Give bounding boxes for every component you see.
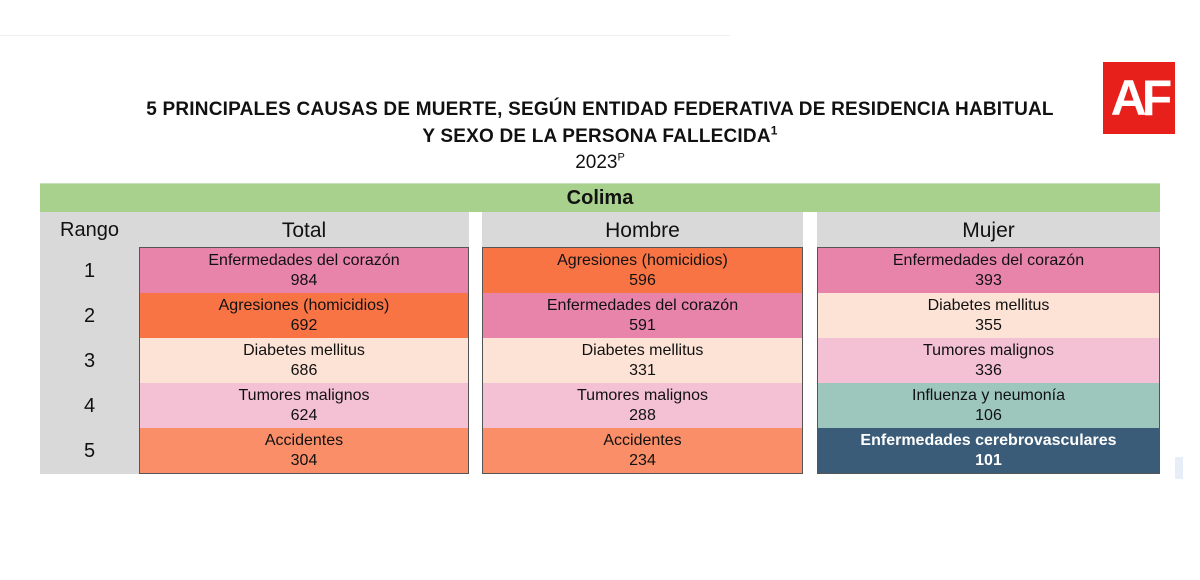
- cause-count: 336: [975, 362, 1002, 379]
- cause-name: Enfermedades del corazón: [546, 297, 739, 314]
- cause-cell: [818, 338, 1159, 383]
- title-line-2-text: Y SEXO DE LA PERSONA FALLECIDA: [422, 126, 771, 147]
- cause-cell: [818, 428, 1159, 473]
- cause-cell: [483, 338, 802, 383]
- rank-header: Rango: [60, 219, 119, 241]
- cause-count: 624: [290, 407, 318, 424]
- cause-cell: [140, 383, 468, 428]
- cause-count: 984: [290, 272, 318, 289]
- state-header: Colima: [40, 183, 1160, 212]
- rank-cell: 1: [83, 260, 96, 282]
- cause-count: 234: [629, 452, 656, 469]
- total-header: Total: [139, 212, 469, 247]
- cause-count: 101: [975, 452, 1002, 469]
- cause-count: 288: [629, 407, 656, 424]
- cause-cell: [483, 428, 802, 473]
- cause-count: 393: [975, 272, 1002, 289]
- cause-cell: [140, 248, 468, 293]
- title-line-1: 5 PRINCIPALES CAUSAS DE MUERTE, SEGÚN ENTIDAD FEDERATIVA DE RESIDENCIA HABITUAL: [146, 99, 1054, 120]
- cause-cell: [140, 293, 468, 338]
- rank-cell: 5: [83, 440, 96, 462]
- cause-name: Accidentes: [603, 432, 682, 449]
- af-logo: AF: [1103, 62, 1175, 134]
- table-title: [40, 96, 1160, 175]
- preliminary-marker: P: [617, 151, 625, 164]
- cause-name: Tumores malignos: [922, 342, 1054, 359]
- cause-name: Agresiones (homicidios): [218, 297, 390, 314]
- cause-name: Enfermedades del corazón: [892, 252, 1085, 269]
- cause-cell: [140, 428, 468, 473]
- cause-name: Diabetes mellitus: [927, 297, 1050, 314]
- cause-cell: [818, 293, 1159, 338]
- mujer-column: [817, 212, 1160, 474]
- top-divider: [0, 35, 730, 36]
- cause-name: Accidentes: [264, 432, 344, 449]
- cause-count: 106: [975, 407, 1002, 424]
- cause-cell: [818, 383, 1159, 428]
- mujer-header: Mujer: [817, 212, 1160, 247]
- cause-name: Agresiones (homicidios): [557, 252, 728, 269]
- cause-name: Diabetes mellitus: [243, 342, 365, 359]
- cause-cell: [140, 338, 468, 383]
- hombre-header: Hombre: [482, 212, 803, 247]
- hombre-cells: [482, 247, 803, 474]
- edge-fragment: [1175, 457, 1183, 479]
- cause-cell: [818, 248, 1159, 293]
- title-line-2: [40, 123, 1160, 150]
- cause-name: Influenza y neumonía: [912, 387, 1065, 404]
- total-column: [139, 212, 469, 474]
- cause-name: Tumores malignos: [576, 387, 708, 404]
- cause-count: 686: [290, 362, 318, 379]
- cause-count: 331: [629, 362, 656, 379]
- cause-name: Diabetes mellitus: [581, 342, 704, 359]
- cause-cell: [483, 293, 802, 338]
- mujer-cells: [817, 247, 1160, 474]
- footnote-marker: 1: [770, 123, 778, 138]
- cause-count: 304: [290, 452, 318, 469]
- year: 2023: [575, 152, 618, 173]
- cause-cell: [483, 383, 802, 428]
- cause-name: Tumores malignos: [238, 387, 370, 404]
- cause-count: 355: [975, 317, 1002, 334]
- hombre-column: [482, 212, 803, 474]
- cause-count: 591: [629, 317, 656, 334]
- cause-name: Enfermedades del corazón: [208, 252, 400, 269]
- rank-cell: 2: [83, 305, 96, 327]
- rank-cell: 4: [83, 395, 96, 417]
- cause-cell: [483, 248, 802, 293]
- rank-cell: 3: [83, 350, 96, 372]
- cause-count: 596: [629, 272, 656, 289]
- rank-column: [40, 212, 139, 474]
- total-cells: [139, 247, 469, 474]
- year-line: [40, 151, 1160, 175]
- cause-count: 692: [290, 317, 318, 334]
- cause-name: Enfermedades cerebrovasculares: [860, 432, 1117, 449]
